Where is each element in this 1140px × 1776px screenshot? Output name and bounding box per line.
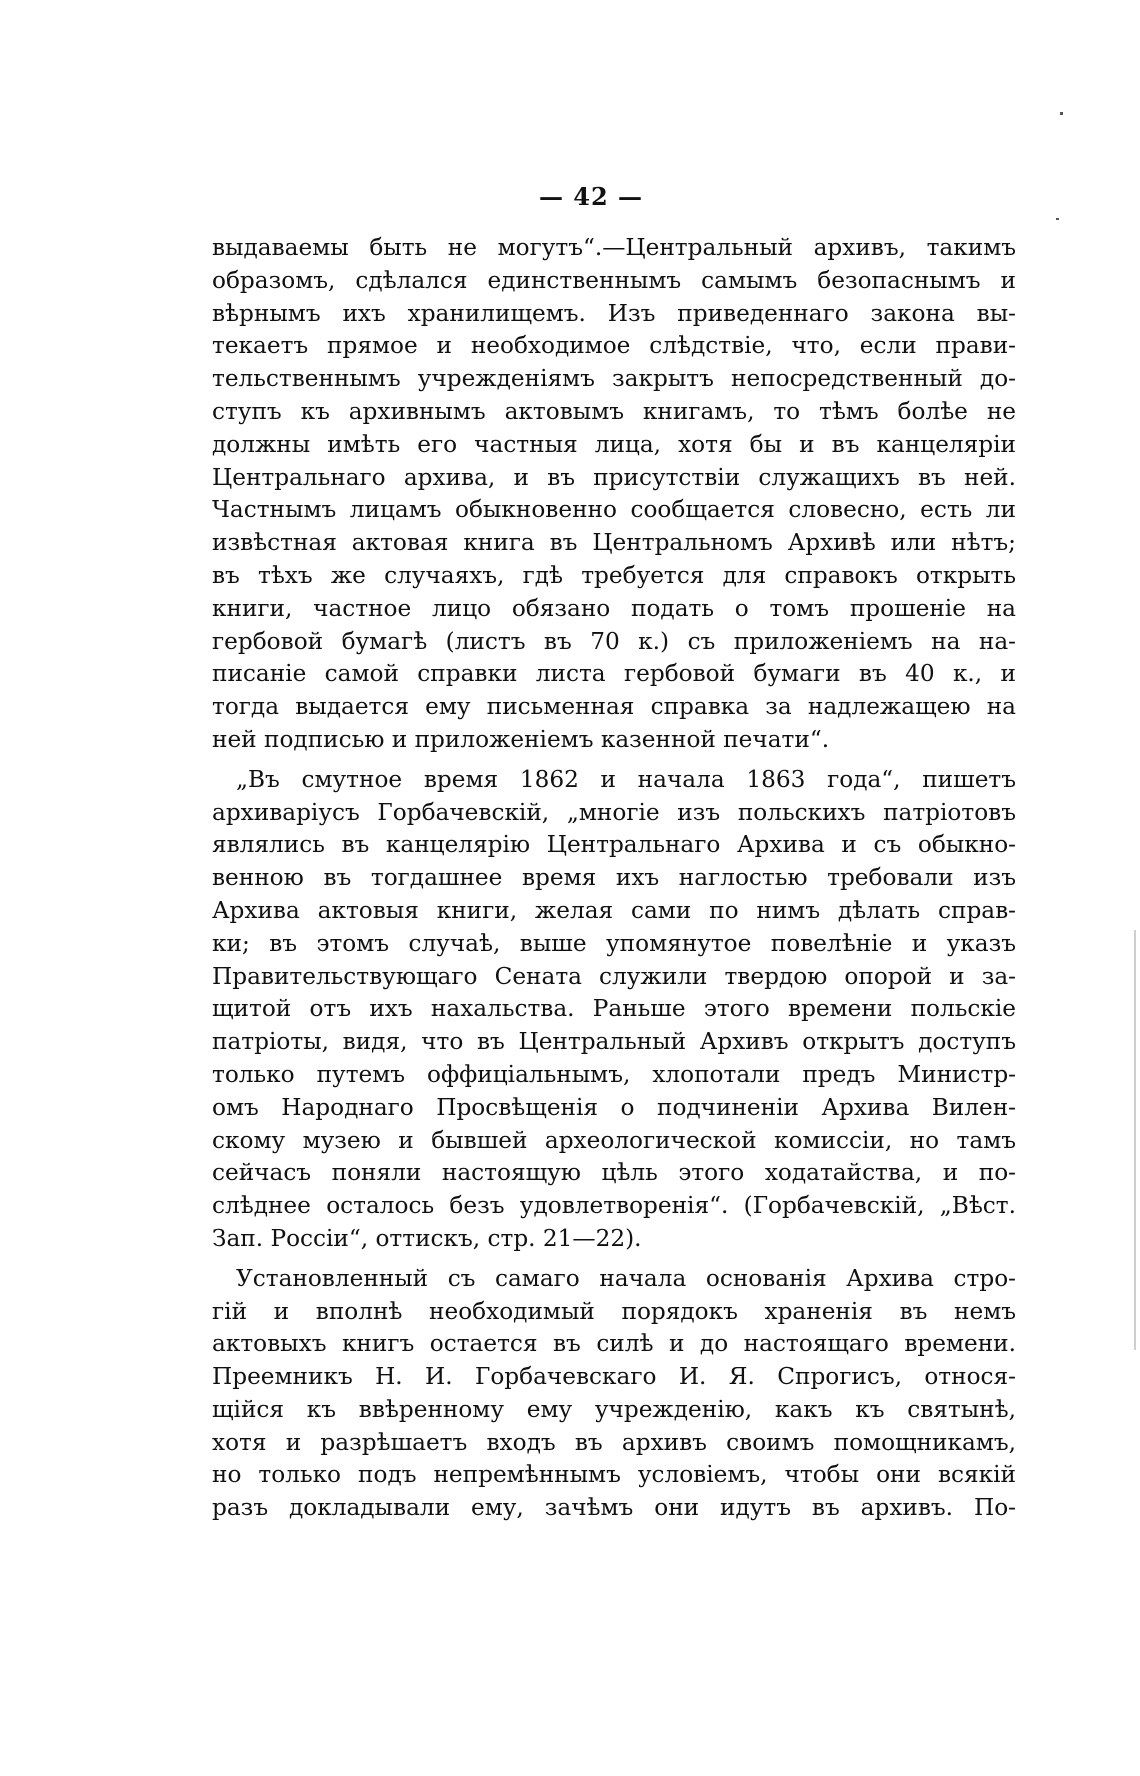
text-line: архиваріусъ Горбачевскій, „многіе изъ польскихъ патріотовъ [212,798,1016,826]
text-line: вѣрнымъ ихъ хранилищемъ. Изъ приведеннаго закона вы- [212,299,1016,327]
text-line: Архива актовыя книги, желая сами по нимъ дѣлать справ- [212,896,1016,924]
text-line: выдаваемы быть не могутъ“.—Центральный архивъ, такимъ [212,234,1016,261]
text-line: Правительствующаго Сената служили твердою опорой и за- [212,962,1016,990]
paragraph-1 [212,232,1016,757]
text-line: ступъ къ архивнымъ актовымъ книгамъ, то тѣмъ болѣе не [212,397,1016,425]
text-line: ки; въ этомъ случаѣ, выше упомянутое повелѣніе и указъ [212,929,1016,957]
text-line: разъ докладывали ему, зачѣмъ они идутъ въ архивъ. По- [212,1494,1016,1522]
text-line: писаніе самой справки листа гербовой бумаги въ 40 к., и [212,660,1016,688]
text-line: омъ Народнаго Просвѣщенія о подчиненіи Архива Вилен- [212,1093,1016,1121]
text-line: патріоты, видя, что въ Центральный Архивъ открытъ доступъ [212,1028,1016,1056]
text-line: извѣстная актовая книга въ Центральномъ Архивѣ или нѣтъ; [212,529,1016,557]
text-line: ней подписью и приложеніемъ казенной печати“. [212,725,830,753]
page-body [212,232,1016,1525]
text-line: тогда выдается ему письменная справка за надлежащею на [212,693,1016,721]
text-line: „Въ смутное время 1862 и начала 1863 года“, пишетъ [236,765,1016,793]
scan-edge-mark [1134,930,1136,1350]
text-line: гербовой бумагѣ (листъ въ 70 к.) съ приложеніемъ на на- [212,627,1016,655]
text-line: являлись въ канцелярію Центральнаго Архива и съ обыкно- [212,831,1016,859]
text-line: хотя и разрѣшаетъ входъ въ архивъ своимъ помощникамъ, [212,1428,1016,1456]
text-line: щитой отъ ихъ нахальства. Раньше этого времени польскіе [212,995,1016,1023]
scan-dot [1056,218,1059,220]
text-line: Центральнаго архива, и въ присутствіи служащихъ въ ней. [212,463,1016,491]
text-line: Установленный съ самаго начала основанія Архива стро- [236,1264,1016,1292]
paragraph-3 [212,1263,1016,1525]
text-line: Зап. Россіи“, оттискъ, стр. 21—22). [212,1224,642,1252]
text-line: венною въ тогдашнее время ихъ наглостью требовали изъ [212,864,1016,892]
text-line: только путемъ оффиціальнымъ, хлопотали предъ Министр- [212,1060,1016,1088]
page-number: — 42 — [538,182,644,211]
text-line: но только подъ непремѣннымъ условіемъ, чтобы они всякій [212,1461,1016,1489]
paragraph-gap [212,1256,1016,1263]
text-line: образомъ, сдѣлался единственнымъ самымъ безопаснымъ и [212,266,1016,294]
text-line: скому музею и бывшей археологической комиссіи, но тамъ [212,1126,1016,1154]
text-line: книги, частное лицо обязано подать о томъ прошеніе на [212,594,1016,622]
scan-dot [1060,112,1063,115]
text-line: текаетъ прямое и необходимое слѣдствіе, что, если прави- [212,332,1016,360]
text-line: Преемникъ Н. И. Горбачевскаго И. Я. Спрогисъ, относя- [212,1363,1016,1391]
text-line: тельственнымъ учрежденіямъ закрытъ непосредственный до- [212,365,1016,393]
paragraph-gap [212,757,1016,764]
paragraph-2 [212,764,1016,1256]
text-line: Частнымъ лицамъ обыкновенно сообщается словесно, есть ли [212,496,1016,524]
text-line: должны имѣть его частныя лица, хотя бы и въ канцеляріи [212,430,1016,458]
text-line: актовыхъ книгъ остается въ силѣ и до настоящаго времени. [212,1330,1016,1358]
text-line: слѣднее осталось безъ удовлетворенія“. (Горбачевскій, „Вѣст. [212,1192,1016,1220]
text-line: щійся къ ввѣренному ему учрежденію, какъ къ святынѣ, [212,1395,1016,1423]
text-line: гій и вполнѣ необходимый порядокъ храненія въ немъ [212,1297,1016,1325]
text-line: сейчасъ поняли настоящую цѣль этого ходатайства, и по- [212,1159,1016,1187]
text-line: въ тѣхъ же случаяхъ, гдѣ требуется для справокъ открыть [212,561,1016,589]
